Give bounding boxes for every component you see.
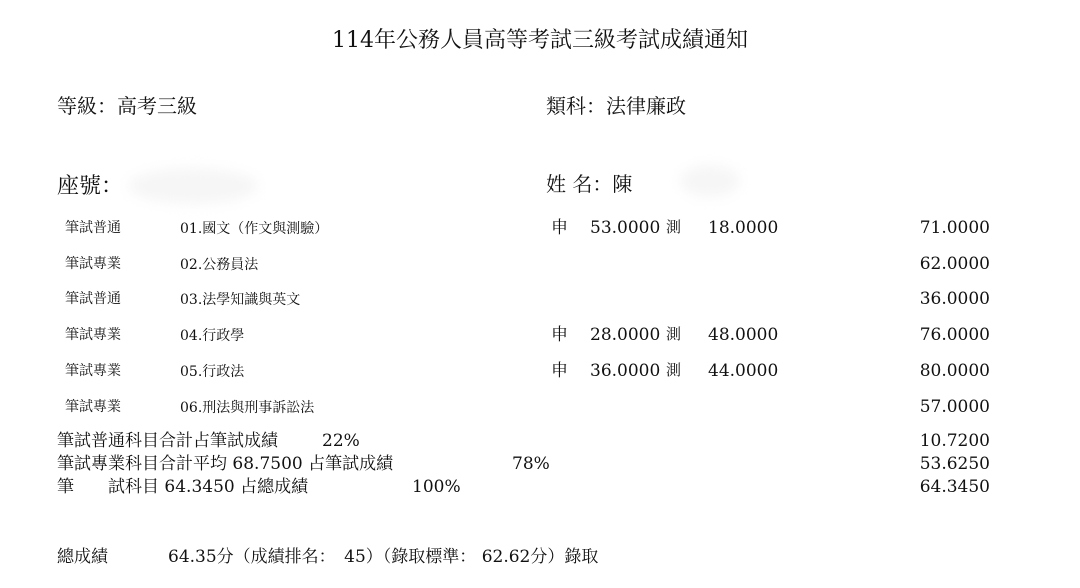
summary-percent: 78%	[512, 454, 550, 474]
seat-field	[57, 176, 123, 198]
seat-label: 座號：	[57, 174, 124, 199]
summary-text: 筆試專業科目合計平均 68.7500 占筆試成績	[57, 454, 394, 474]
name-label: 姓 名：	[546, 172, 613, 196]
summary-percent: 100%	[412, 477, 461, 497]
subject-name: 01.國文（作文與測驗）	[180, 221, 329, 237]
subject-score: 36.0000	[919, 289, 990, 309]
total-label: 總成績	[57, 547, 108, 567]
subject-type: 筆試專業	[65, 327, 121, 343]
level-field	[57, 96, 197, 116]
subject-name: 02.公務員法	[180, 257, 259, 273]
category-field	[546, 96, 686, 116]
subject-type: 筆試專業	[65, 363, 121, 379]
essay-score: 53.0000	[590, 218, 661, 238]
category-value: 法律廉政	[606, 94, 686, 118]
subject-name: 06.刑法與刑事訴訟法	[180, 400, 315, 416]
essay-score: 36.0000	[590, 361, 661, 381]
summary-percent: 22%	[322, 431, 360, 451]
page-title: 114年公務人員高等考試三級考試成績通知	[332, 28, 748, 53]
test-mark: 測	[666, 361, 682, 379]
name-field	[546, 174, 632, 194]
name-value: 陳	[612, 172, 633, 196]
subject-score: 57.0000	[919, 397, 990, 417]
subject-type: 筆試普通	[65, 220, 121, 236]
subject-score: 62.0000	[919, 254, 990, 274]
subject-name: 03.法學知識與英文	[180, 292, 301, 308]
test-mark: 測	[666, 325, 682, 343]
summary-text: 筆試普通科目合計占筆試成績	[57, 431, 278, 451]
summary-value: 64.3450	[919, 477, 990, 497]
test-mark: 測	[666, 218, 682, 236]
subject-name: 04.行政學	[180, 328, 245, 344]
level-label: 等級：	[57, 94, 117, 118]
test-score: 48.0000	[708, 325, 779, 345]
essay-mark: 申	[551, 325, 568, 345]
test-score: 44.0000	[708, 361, 779, 381]
essay-mark: 申	[551, 361, 568, 381]
subject-type: 筆試普通	[65, 291, 121, 307]
summary-value: 10.7200	[919, 431, 990, 451]
total-result: 64.35分（成績排名： 45）（錄取標準： 62.62分）錄取	[168, 547, 599, 567]
redacted-seat-number	[128, 168, 258, 204]
subject-type: 筆試專業	[65, 256, 121, 272]
redacted-name	[680, 165, 740, 197]
summary-value: 53.6250	[919, 454, 990, 474]
test-score: 18.0000	[708, 218, 779, 238]
subject-score: 80.0000	[919, 361, 990, 381]
essay-mark: 申	[551, 218, 568, 238]
essay-score: 28.0000	[590, 325, 661, 345]
category-label: 類科：	[546, 94, 606, 118]
subject-score: 71.0000	[919, 218, 990, 238]
subject-name: 05.行政法	[180, 364, 245, 380]
level-value: 高考三級	[117, 94, 197, 118]
summary-text: 筆 試科目 64.3450 占總成績	[57, 477, 309, 497]
subject-type: 筆試專業	[65, 399, 121, 415]
subject-score: 76.0000	[919, 325, 990, 345]
